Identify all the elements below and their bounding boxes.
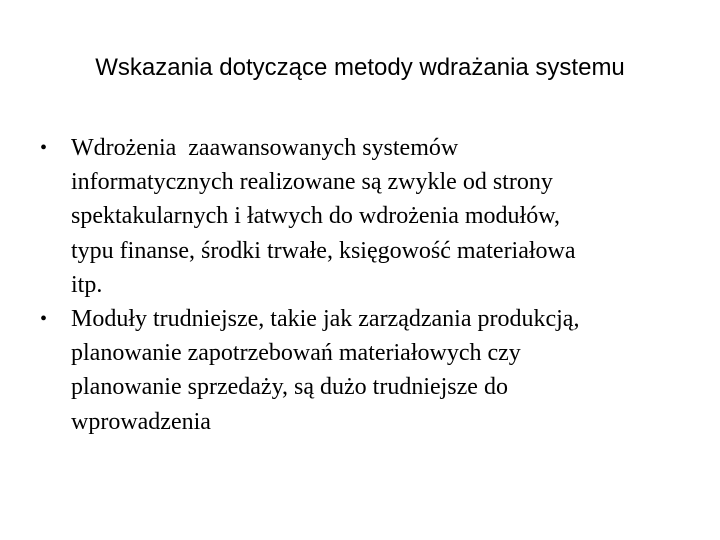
bullet-text-line: planowanie sprzedaży, są dużo trudniejsze do [71, 374, 508, 401]
bullet-text-line: Moduły trudniejsze, takie jak zarządzania produkcją, [71, 306, 580, 333]
bullet-list [38, 131, 698, 439]
slide-title: Wskazania dotyczące metody wdrażania systemu [95, 54, 625, 81]
bullet-text-line: Wdrożenia zaawansowanych systemów [71, 135, 459, 161]
bullet-text-line: spektakularnych i łatwych do wdrożenia modułów, [71, 203, 560, 230]
bullet-text-line: typu finanse, środki trwałe, księgowość materiałowa [71, 237, 576, 264]
bullet-marker-icon: • [40, 137, 48, 159]
bullet-item [38, 302, 698, 439]
bullet-text-line: informatycznych realizowane są zwykle od strony [71, 169, 553, 196]
bullet-text-line: wprowadzenia [71, 408, 211, 435]
bullet-marker-icon: • [40, 308, 48, 331]
bullet-text-line: planowanie zapotrzebowań materiałowych czy [71, 340, 521, 367]
bullet-text-line: itp. [71, 271, 103, 298]
bullet-item [38, 131, 698, 302]
